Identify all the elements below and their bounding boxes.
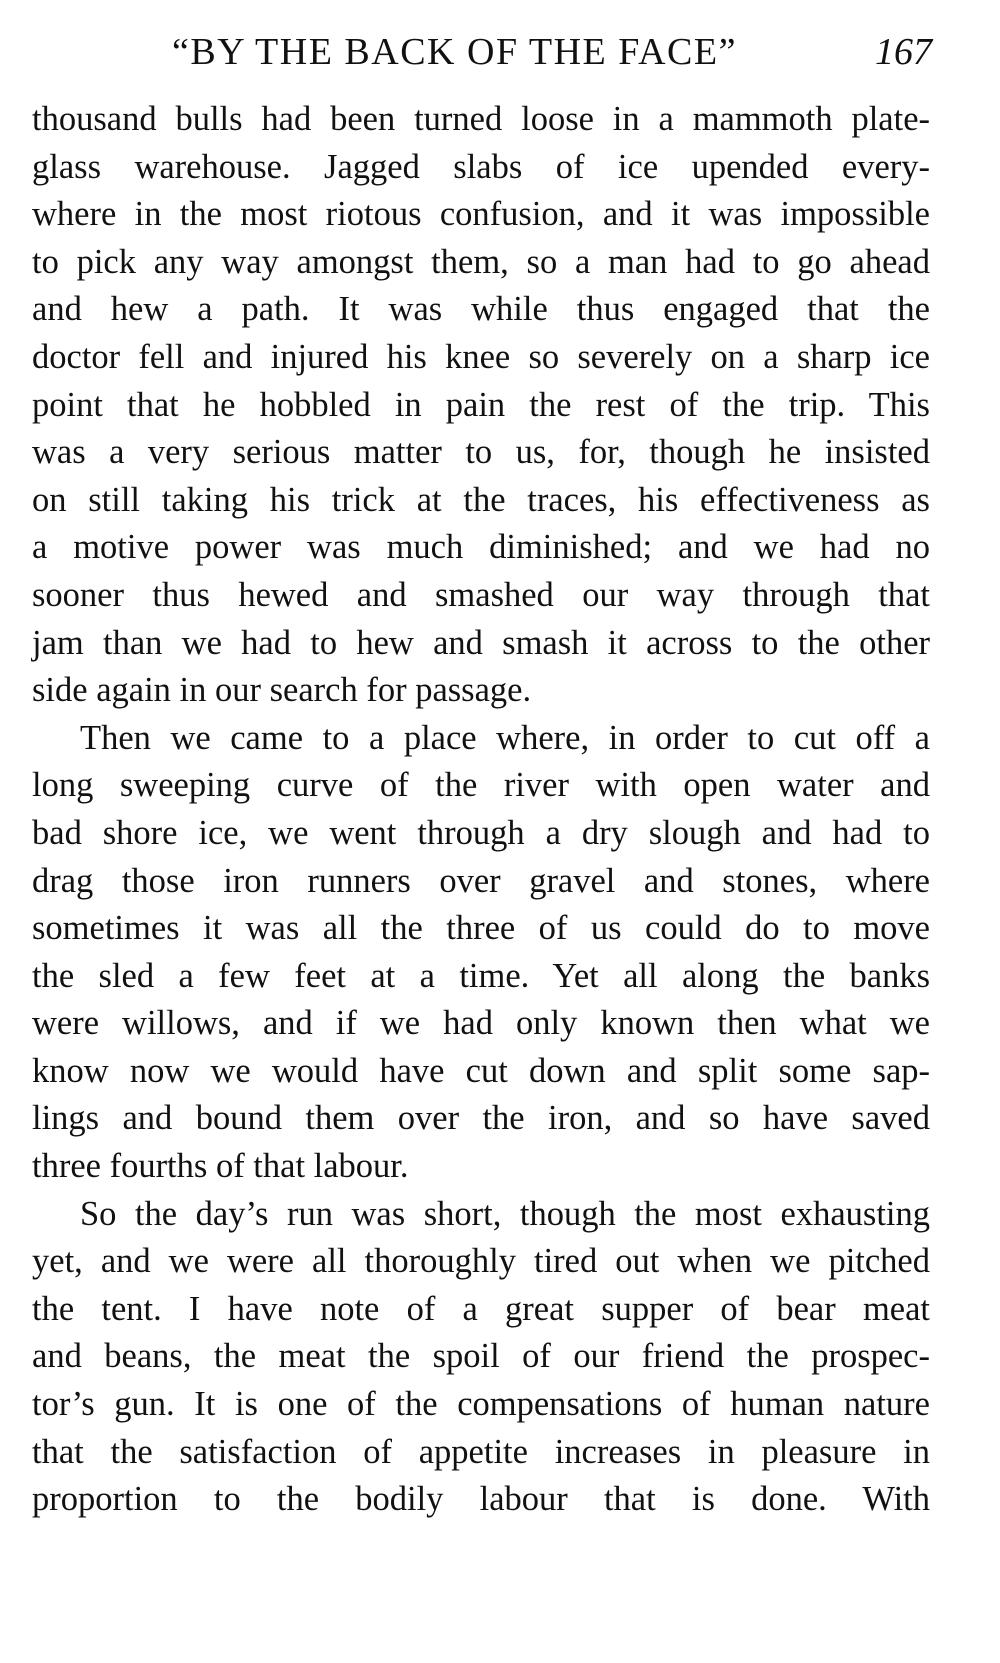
paragraph-start-line: Then we came to a place where, in order to cut off a [80,718,930,757]
text-line: tor’s gun. It is one of the compensations of human nature [32,1385,930,1424]
text-line: drag those iron runners over gravel and stones, where [32,861,930,900]
text-line: the tent. I have note of a great supper of bear meat [32,1289,930,1328]
text-line: sooner thus hewed and smashed our way through that [32,575,930,614]
text-line: proportion to the bodily labour that is done. With [32,1480,930,1519]
text-line: sometimes it was all the three of us could do to move [32,909,930,948]
text-line: long sweeping curve of the river with open water and [32,766,930,805]
text-line: where in the most riotous confusion, and it was impossible [32,195,930,234]
text-line: doctor fell and injured his knee so severely on a sharp ice [32,337,930,376]
body-text [32,96,930,1524]
text-line: the sled a few feet at a time. Yet all along the banks [32,956,930,995]
text-line: that the satisfaction of appetite increases in pleasure in [32,1432,930,1471]
page-number: 167 [875,31,932,73]
running-title: “BY THE BACK OF THE FACE” [172,31,737,73]
running-head [0,22,1000,82]
text-line: bad shore ice, we went through a dry slough and had to [32,813,930,852]
text-line: on still taking his trick at the traces, his effectiveness as [32,480,930,519]
text-line: were willows, and if we had only known then what we [32,1004,930,1043]
text-line: point that he hobbled in pain the rest of the trip. This [32,385,930,424]
text-line: was a very serious matter to us, for, though he insisted [32,433,930,472]
text-line: and beans, the meat the spoil of our friend the prospec- [32,1337,930,1376]
text-line: and hew a path. It was while thus engaged that the [32,290,930,329]
paragraph-start-line: So the day’s run was short, though the most exhausting [80,1194,930,1233]
text-line: glass warehouse. Jagged slabs of ice upended every- [32,147,930,186]
text-line: thousand bulls had been turned loose in a mammoth plate- [32,100,930,138]
text-line: a motive power was much diminished; and we had no [32,528,930,567]
text-line: to pick any way amongst them, so a man had to go ahead [32,242,930,281]
paragraph-end-line: side again in our search for passage. [32,671,532,710]
text-line: know now we would have cut down and split some sap- [32,1051,930,1090]
text-line: yet, and we were all thoroughly tired out when we pitched [32,1242,930,1281]
text-line: lings and bound them over the iron, and so have saved [32,1099,930,1138]
paragraph-end-line: three fourths of that labour. [32,1147,409,1186]
text-line: jam than we had to hew and smash it across to the other [32,623,930,662]
